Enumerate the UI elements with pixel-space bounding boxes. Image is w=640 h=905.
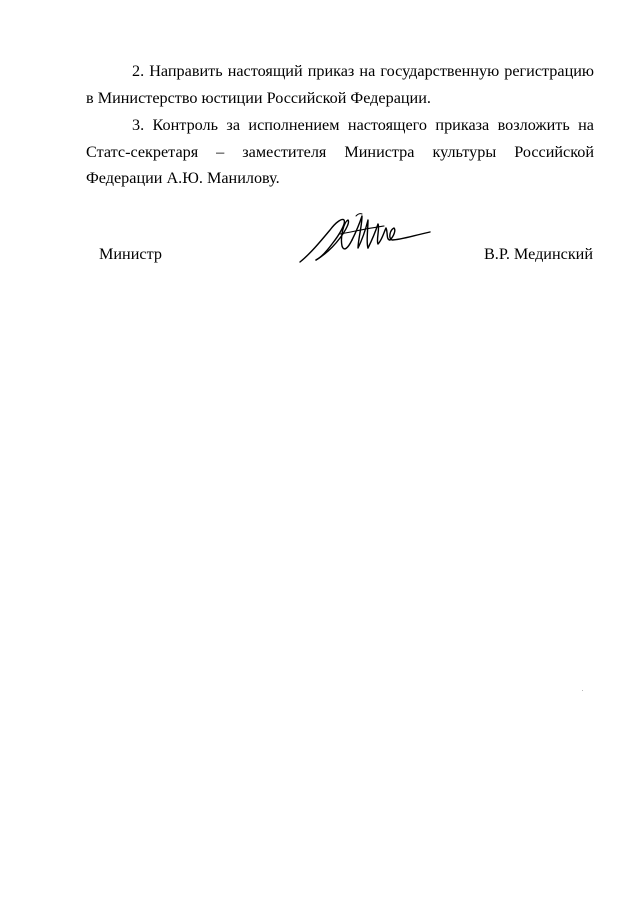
signature-block bbox=[0, 236, 640, 276]
paragraph-3: 3. Контроль за исполнением настоящего приказа возложить на Статс-секретаря – заместителя Министра культуры Российской Федерации А.Ю. Манилову. bbox=[86, 116, 594, 187]
paragraph-2: 2. Направить настоящий приказ на государственную регистрацию в Министерство юстиции Российской Федерации. bbox=[86, 62, 594, 107]
signatory-position: Министр bbox=[99, 245, 162, 263]
scan-speck bbox=[582, 690, 583, 691]
handwritten-signature bbox=[296, 210, 432, 266]
signatory-name: В.Р. Мединский bbox=[484, 245, 594, 263]
